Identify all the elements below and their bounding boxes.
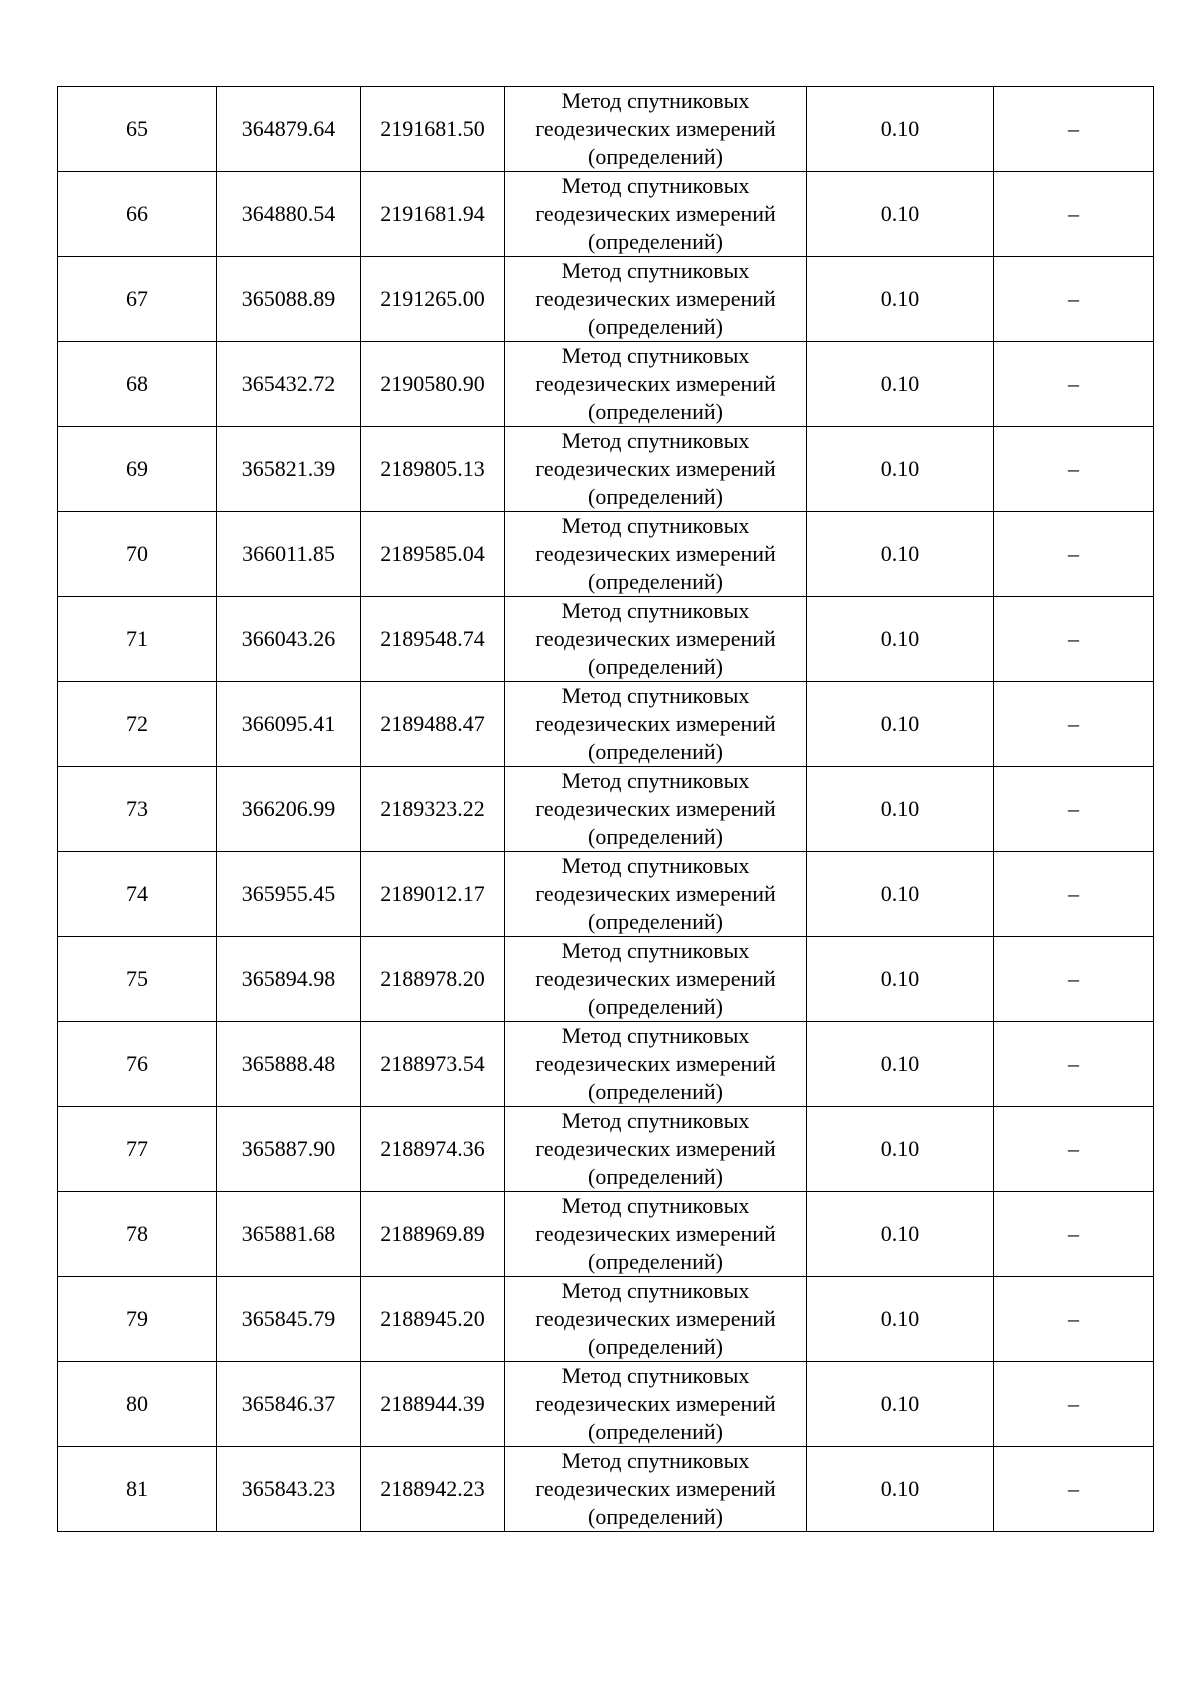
method-cell	[505, 257, 807, 342]
table-row	[58, 342, 1154, 427]
method-cell	[505, 427, 807, 512]
method-line: Метод спутниковых	[561, 853, 750, 878]
coordinates-table-body	[58, 87, 1154, 1532]
table-row	[58, 87, 1154, 172]
y-coordinate-cell: 2189323.22	[361, 767, 505, 852]
method-cell	[505, 597, 807, 682]
point-number-cell: 80	[58, 1362, 217, 1447]
accuracy-cell: 0.10	[807, 342, 994, 427]
y-coordinate-cell: 2189548.74	[361, 597, 505, 682]
method-line: геодезических измерений	[535, 116, 776, 141]
point-number-cell: 66	[58, 172, 217, 257]
description-cell: –	[994, 937, 1154, 1022]
method-line: Метод спутниковых	[561, 173, 750, 198]
x-coordinate-cell: 364880.54	[217, 172, 361, 257]
x-coordinate-cell: 365888.48	[217, 1022, 361, 1107]
table-row	[58, 1022, 1154, 1107]
method-line: геодезических измерений	[535, 881, 776, 906]
accuracy-cell: 0.10	[807, 1447, 994, 1532]
method-cell	[505, 682, 807, 767]
x-coordinate-cell: 366043.26	[217, 597, 361, 682]
method-line: (определений)	[588, 909, 723, 934]
y-coordinate-cell: 2190580.90	[361, 342, 505, 427]
description-cell: –	[994, 682, 1154, 767]
point-number-cell: 73	[58, 767, 217, 852]
point-number-cell: 81	[58, 1447, 217, 1532]
description-cell: –	[994, 1022, 1154, 1107]
method-line: геодезических измерений	[535, 1221, 776, 1246]
method-line: геодезических измерений	[535, 371, 776, 396]
x-coordinate-cell: 366095.41	[217, 682, 361, 767]
accuracy-cell: 0.10	[807, 1277, 994, 1362]
point-number-cell: 68	[58, 342, 217, 427]
accuracy-cell: 0.10	[807, 682, 994, 767]
y-coordinate-cell: 2189012.17	[361, 852, 505, 937]
y-coordinate-cell: 2188969.89	[361, 1192, 505, 1277]
method-line: Метод спутниковых	[561, 598, 750, 623]
description-cell: –	[994, 427, 1154, 512]
table-row	[58, 512, 1154, 597]
method-line: Метод спутниковых	[561, 1108, 750, 1133]
description-cell: –	[994, 1107, 1154, 1192]
accuracy-cell: 0.10	[807, 87, 994, 172]
x-coordinate-cell: 365821.39	[217, 427, 361, 512]
description-cell: –	[994, 852, 1154, 937]
method-cell	[505, 852, 807, 937]
method-line: Метод спутниковых	[561, 938, 750, 963]
point-number-cell: 78	[58, 1192, 217, 1277]
table-row	[58, 1362, 1154, 1447]
y-coordinate-cell: 2188974.36	[361, 1107, 505, 1192]
method-line: Метод спутниковых	[561, 1448, 750, 1473]
method-cell	[505, 1192, 807, 1277]
accuracy-cell: 0.10	[807, 1362, 994, 1447]
x-coordinate-cell: 365432.72	[217, 342, 361, 427]
table-row	[58, 257, 1154, 342]
method-line: геодезических измерений	[535, 456, 776, 481]
x-coordinate-cell: 366011.85	[217, 512, 361, 597]
x-coordinate-cell: 364879.64	[217, 87, 361, 172]
method-line: Метод спутниковых	[561, 343, 750, 368]
method-line: геодезических измерений	[535, 626, 776, 651]
point-number-cell: 79	[58, 1277, 217, 1362]
method-line: Метод спутниковых	[561, 768, 750, 793]
method-line: (определений)	[588, 824, 723, 849]
method-cell	[505, 512, 807, 597]
table-row	[58, 1447, 1154, 1532]
method-line: геодезических измерений	[535, 1391, 776, 1416]
point-number-cell: 71	[58, 597, 217, 682]
accuracy-cell: 0.10	[807, 427, 994, 512]
table-row	[58, 1277, 1154, 1362]
method-line: геодезических измерений	[535, 1306, 776, 1331]
method-line: (определений)	[588, 144, 723, 169]
x-coordinate-cell: 365955.45	[217, 852, 361, 937]
description-cell: –	[994, 767, 1154, 852]
method-line: (определений)	[588, 1419, 723, 1444]
point-number-cell: 65	[58, 87, 217, 172]
table-row	[58, 852, 1154, 937]
point-number-cell: 74	[58, 852, 217, 937]
method-cell	[505, 342, 807, 427]
description-cell: –	[994, 1447, 1154, 1532]
method-line: (определений)	[588, 484, 723, 509]
x-coordinate-cell: 365088.89	[217, 257, 361, 342]
method-cell	[505, 1447, 807, 1532]
method-line: Метод спутниковых	[561, 1278, 750, 1303]
accuracy-cell: 0.10	[807, 1192, 994, 1277]
x-coordinate-cell: 365881.68	[217, 1192, 361, 1277]
x-coordinate-cell: 365845.79	[217, 1277, 361, 1362]
accuracy-cell: 0.10	[807, 1022, 994, 1107]
y-coordinate-cell: 2188973.54	[361, 1022, 505, 1107]
description-cell: –	[994, 1362, 1154, 1447]
method-cell	[505, 1362, 807, 1447]
accuracy-cell: 0.10	[807, 172, 994, 257]
method-line: (определений)	[588, 654, 723, 679]
method-line: (определений)	[588, 1249, 723, 1274]
table-row	[58, 1107, 1154, 1192]
table-row	[58, 937, 1154, 1022]
table-row	[58, 597, 1154, 682]
x-coordinate-cell: 366206.99	[217, 767, 361, 852]
accuracy-cell: 0.10	[807, 852, 994, 937]
method-cell	[505, 767, 807, 852]
accuracy-cell: 0.10	[807, 767, 994, 852]
method-line: Метод спутниковых	[561, 513, 750, 538]
table-row	[58, 682, 1154, 767]
method-line: (определений)	[588, 739, 723, 764]
x-coordinate-cell: 365894.98	[217, 937, 361, 1022]
y-coordinate-cell: 2188978.20	[361, 937, 505, 1022]
method-line: (определений)	[588, 399, 723, 424]
description-cell: –	[994, 257, 1154, 342]
method-line: (определений)	[588, 1164, 723, 1189]
description-cell: –	[994, 597, 1154, 682]
x-coordinate-cell: 365887.90	[217, 1107, 361, 1192]
method-line: Метод спутниковых	[561, 683, 750, 708]
accuracy-cell: 0.10	[807, 597, 994, 682]
method-line: геодезических измерений	[535, 541, 776, 566]
y-coordinate-cell: 2191265.00	[361, 257, 505, 342]
description-cell: –	[994, 87, 1154, 172]
method-line: геодезических измерений	[535, 1051, 776, 1076]
y-coordinate-cell: 2188944.39	[361, 1362, 505, 1447]
description-cell: –	[994, 342, 1154, 427]
method-line: Метод спутниковых	[561, 428, 750, 453]
document-page	[57, 86, 1147, 1532]
method-cell	[505, 1277, 807, 1362]
description-cell: –	[994, 172, 1154, 257]
method-line: геодезических измерений	[535, 1476, 776, 1501]
method-line: геодезических измерений	[535, 711, 776, 736]
method-line: (определений)	[588, 229, 723, 254]
method-line: геодезических измерений	[535, 1136, 776, 1161]
method-line: (определений)	[588, 994, 723, 1019]
accuracy-cell: 0.10	[807, 937, 994, 1022]
method-line: (определений)	[588, 1079, 723, 1104]
coordinates-table	[57, 86, 1154, 1532]
method-cell	[505, 87, 807, 172]
table-row	[58, 767, 1154, 852]
method-line: (определений)	[588, 569, 723, 594]
y-coordinate-cell: 2189585.04	[361, 512, 505, 597]
table-row	[58, 427, 1154, 512]
point-number-cell: 76	[58, 1022, 217, 1107]
accuracy-cell: 0.10	[807, 1107, 994, 1192]
method-line: (определений)	[588, 1504, 723, 1529]
y-coordinate-cell: 2188945.20	[361, 1277, 505, 1362]
method-line: Метод спутниковых	[561, 88, 750, 113]
table-row	[58, 1192, 1154, 1277]
y-coordinate-cell: 2189488.47	[361, 682, 505, 767]
method-cell	[505, 1022, 807, 1107]
point-number-cell: 72	[58, 682, 217, 767]
point-number-cell: 77	[58, 1107, 217, 1192]
method-line: геодезических измерений	[535, 286, 776, 311]
point-number-cell: 67	[58, 257, 217, 342]
description-cell: –	[994, 512, 1154, 597]
method-line: геодезических измерений	[535, 201, 776, 226]
method-cell	[505, 937, 807, 1022]
point-number-cell: 69	[58, 427, 217, 512]
y-coordinate-cell: 2191681.50	[361, 87, 505, 172]
method-line: Метод спутниковых	[561, 258, 750, 283]
y-coordinate-cell: 2191681.94	[361, 172, 505, 257]
x-coordinate-cell: 365846.37	[217, 1362, 361, 1447]
method-line: Метод спутниковых	[561, 1363, 750, 1388]
method-cell	[505, 1107, 807, 1192]
description-cell: –	[994, 1192, 1154, 1277]
method-cell	[505, 172, 807, 257]
method-line: (определений)	[588, 314, 723, 339]
point-number-cell: 70	[58, 512, 217, 597]
x-coordinate-cell: 365843.23	[217, 1447, 361, 1532]
table-row	[58, 172, 1154, 257]
y-coordinate-cell: 2188942.23	[361, 1447, 505, 1532]
method-line: геодезических измерений	[535, 966, 776, 991]
method-line: Метод спутниковых	[561, 1193, 750, 1218]
method-line: геодезических измерений	[535, 796, 776, 821]
y-coordinate-cell: 2189805.13	[361, 427, 505, 512]
method-line: (определений)	[588, 1334, 723, 1359]
accuracy-cell: 0.10	[807, 512, 994, 597]
description-cell: –	[994, 1277, 1154, 1362]
accuracy-cell: 0.10	[807, 257, 994, 342]
method-line: Метод спутниковых	[561, 1023, 750, 1048]
point-number-cell: 75	[58, 937, 217, 1022]
